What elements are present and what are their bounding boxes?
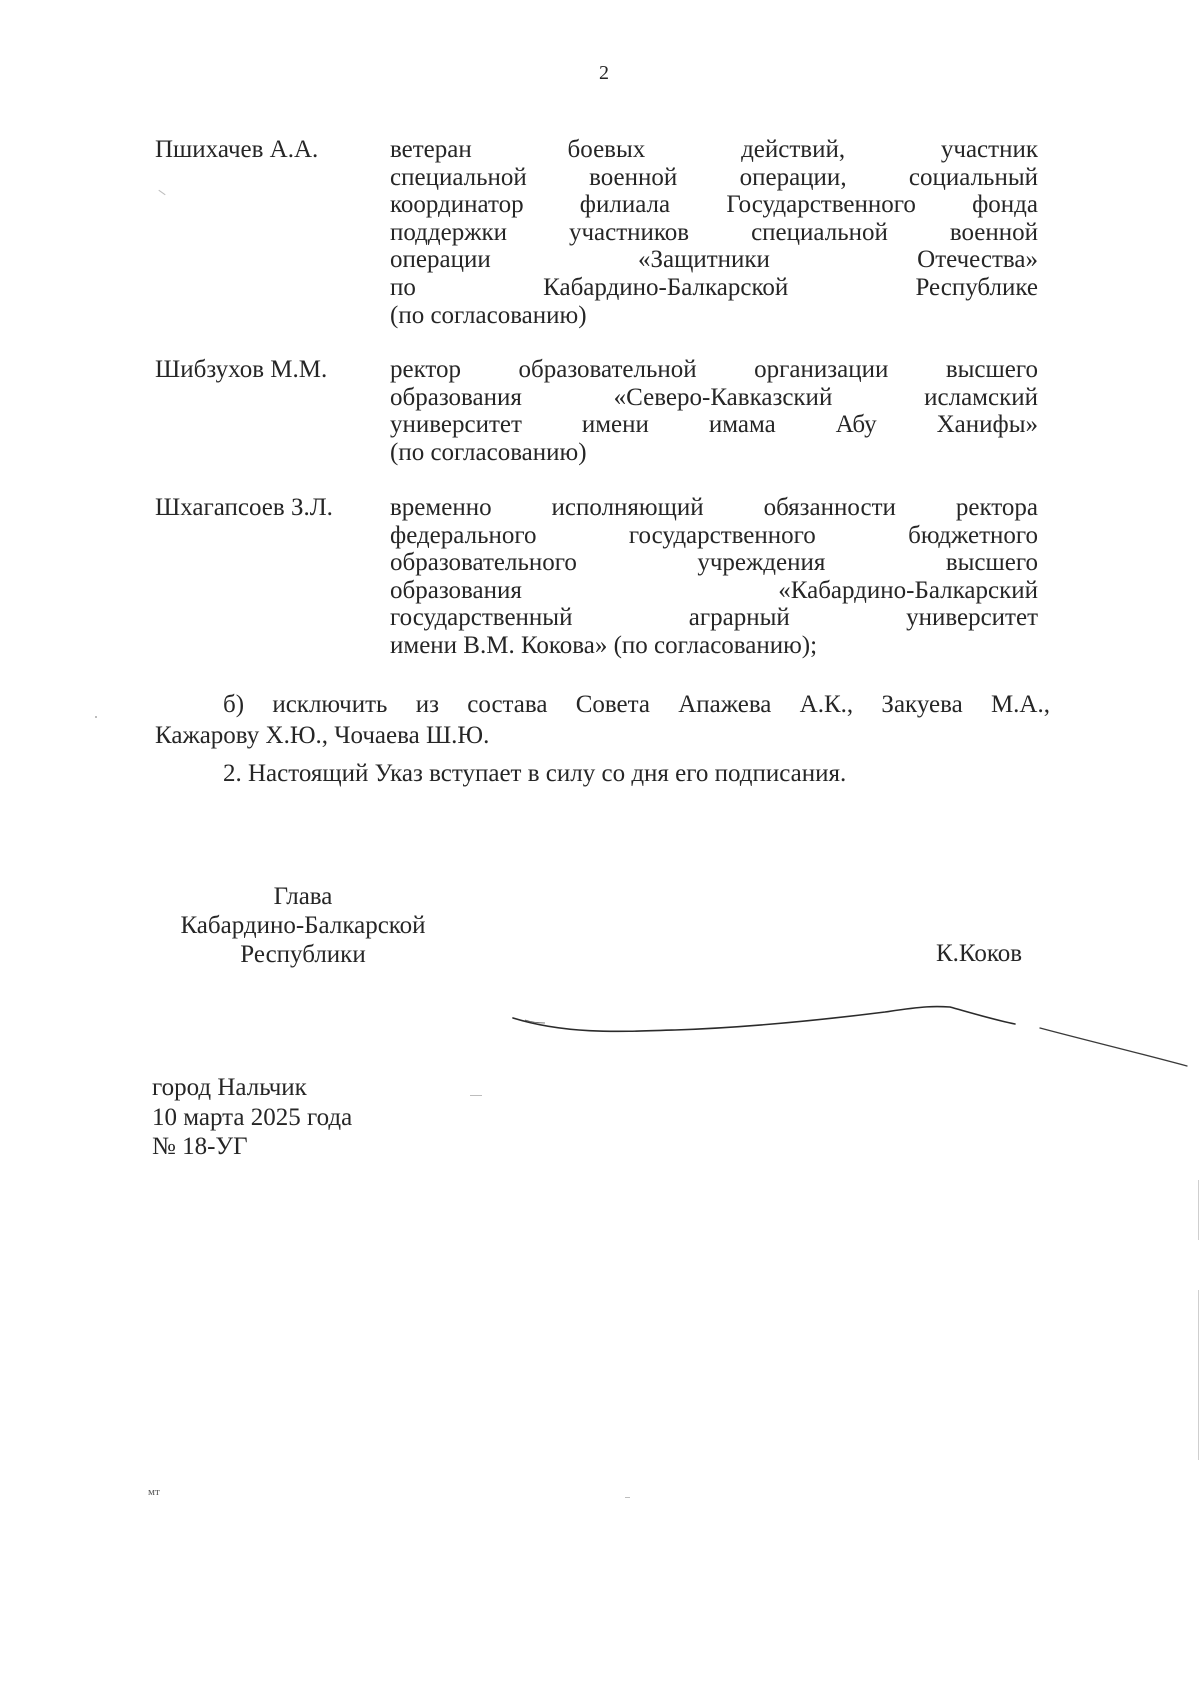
description-line: федерального государственного бюджетного [390, 521, 1038, 549]
member-name: Шхагапсоев З.Л. [155, 494, 333, 521]
council-member-1 [155, 136, 1040, 329]
member-description [390, 494, 1038, 660]
description-line: ректор образовательной организации высшего [390, 356, 1038, 383]
council-member-2 [155, 356, 1040, 466]
signatory-title [158, 882, 448, 969]
member-name: Пшихачев А.А. [155, 136, 319, 163]
member-description [390, 356, 1038, 466]
description-line: операции «Защитники Отечества» [390, 246, 1038, 274]
council-member-3 [155, 494, 1040, 660]
description-line: координатор филиала Государственного фонда [390, 191, 1038, 219]
clause-b-line-1: б) исключить из состава Совета Апажева А.К., Закуева М.А., [223, 691, 1050, 718]
description-line: образования «Северо-Кавказский исламский [390, 383, 1038, 411]
description-line: временно исполняющий обязанности ректора [390, 494, 1038, 521]
issue-number: № 18-УГ [152, 1133, 248, 1160]
signatory-title-line-2: Кабардино-Балкарской [180, 912, 426, 939]
description-line: образования «Кабардино-Балкарский [390, 576, 1038, 604]
page-number: 2 [599, 62, 609, 84]
scan-artifact [625, 1497, 630, 1498]
description-line: университет имени имама Абу Ханифы» [390, 411, 1038, 439]
clause-2-text: 2. Настоящий Указ вступает в силу со дня его подписания. [223, 760, 847, 787]
scan-edge [1198, 1290, 1199, 1460]
signatory-title-line-3: Республики [240, 941, 366, 968]
description-line: по Кабардино-Балкарской Республике [390, 273, 1038, 301]
signatory-title-line-1: Глава [273, 883, 333, 910]
description-line: имени В.М. Кокова» (по согласованию); [390, 631, 818, 659]
description-line: поддержки участников специальной военной [390, 218, 1038, 246]
clause-2 [155, 758, 1050, 789]
member-description [390, 136, 1038, 329]
description-line: специальной военной операции, социальный [390, 163, 1038, 191]
clause-b [155, 689, 1050, 751]
handwritten-signature [505, 990, 1195, 1070]
scan-artifact [95, 716, 97, 718]
issue-details [152, 1073, 352, 1162]
description-line: образовательного учреждения высшего [390, 549, 1038, 577]
issue-place: город Нальчик [152, 1074, 307, 1101]
scan-edge [1198, 1180, 1199, 1240]
issue-date: 10 марта 2025 года [152, 1103, 353, 1131]
description-line: ветеран боевых действий, участник [390, 136, 1038, 163]
clause-b-line-2: Кажарову Х.Ю., Чочаева Ш.Ю. [155, 722, 490, 749]
description-line: (по согласованию) [390, 438, 587, 466]
member-name: Шибзухов М.М. [155, 356, 328, 383]
description-line: (по согласованию) [390, 301, 587, 329]
signatory-name: К.Коков [936, 940, 1023, 967]
executor-mark: мт [148, 1486, 160, 1498]
scan-artifact [470, 1095, 482, 1096]
description-line: государственный аграрный университет [390, 604, 1038, 632]
